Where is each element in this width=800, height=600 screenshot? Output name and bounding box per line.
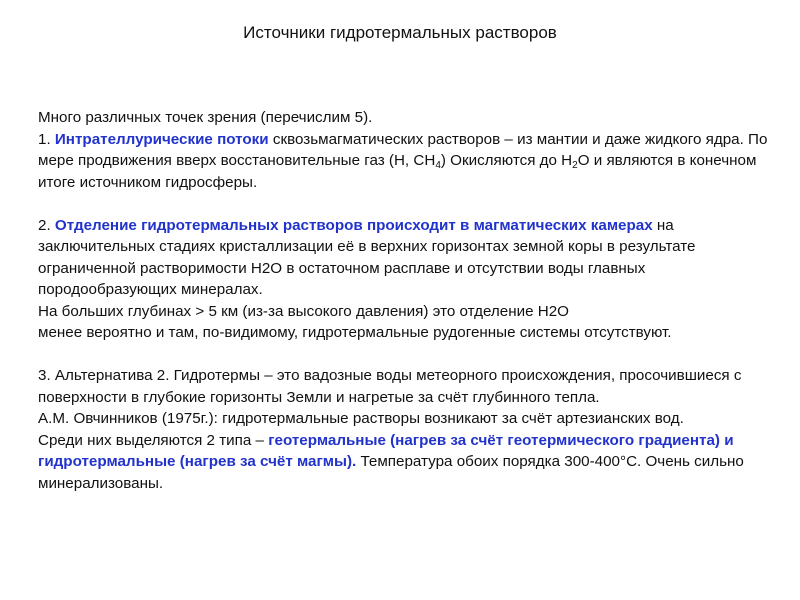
p2-highlight: Отделение гидротермальных растворов происходит в магматических камерах xyxy=(54,216,653,234)
p1-subscript-1: 4 xyxy=(435,160,441,171)
p1-number: 1. xyxy=(38,130,55,148)
p2-line-2: На больших глубинах > 5 км (из-за высокого давления) это отделение H2O xyxy=(38,302,569,320)
slide-body xyxy=(38,107,768,494)
p1-text-2: ) Окисляются до H xyxy=(440,152,573,169)
intro-line: Много различных точек зрения (перечислим 5). xyxy=(38,109,373,126)
p2-number: 2. xyxy=(38,216,55,234)
paragraph-2 xyxy=(38,215,768,301)
p3-text-2: Температура обоих порядка 300-400°С. Очень сильно минерализованы. xyxy=(38,453,744,492)
spacer xyxy=(38,193,768,215)
p1-subscript-2: 2 xyxy=(572,160,578,171)
slide-title: Источники гидротермальных растворов xyxy=(243,23,557,42)
p2-line-3: менее вероятно и там, по-видимому, гидротермальные рудогенные системы отсутствуют. xyxy=(38,324,672,341)
p1-text-3: O и являются в конечном итоге источником гидросферы. xyxy=(38,152,757,191)
p3-line-2: А.М. Овчинников (1975г.): гидротермальные растворы возникают за счёт артезианских вод. xyxy=(38,410,684,427)
p1-text-1: сквозьмагматических растворов – из мантии и даже жидкого ядра. По мере продвижения вверх восстановительные газ (H, CH xyxy=(38,130,768,169)
p2-text-1: на заключительных стадиях кристаллизации её в верхних горизонтах земной коры в результате ограниченной растворимости H2O в остаточном расплаве и отсутствии воды главных породообразующих минералах. xyxy=(38,216,696,298)
p1-highlight: Интрателлурические потоки xyxy=(54,130,269,148)
p3-line-1: 3. Альтернатива 2. Гидротермы – это вадозные воды метеорного происхождения, просочившиеся с поверхности в глубокие горизонты Земли и нагретые за счёт глубинного тепла. xyxy=(38,367,742,406)
p3-highlight: геотермальные (нагрев за счёт геотермического градиента) и гидротермальные (нагрев за счёт магмы). xyxy=(38,431,734,470)
paragraph-3-types xyxy=(38,430,768,495)
p3-text-1: Среди них выделяются 2 типа – xyxy=(38,431,269,449)
paragraph-1 xyxy=(38,129,768,194)
spacer xyxy=(38,344,768,366)
